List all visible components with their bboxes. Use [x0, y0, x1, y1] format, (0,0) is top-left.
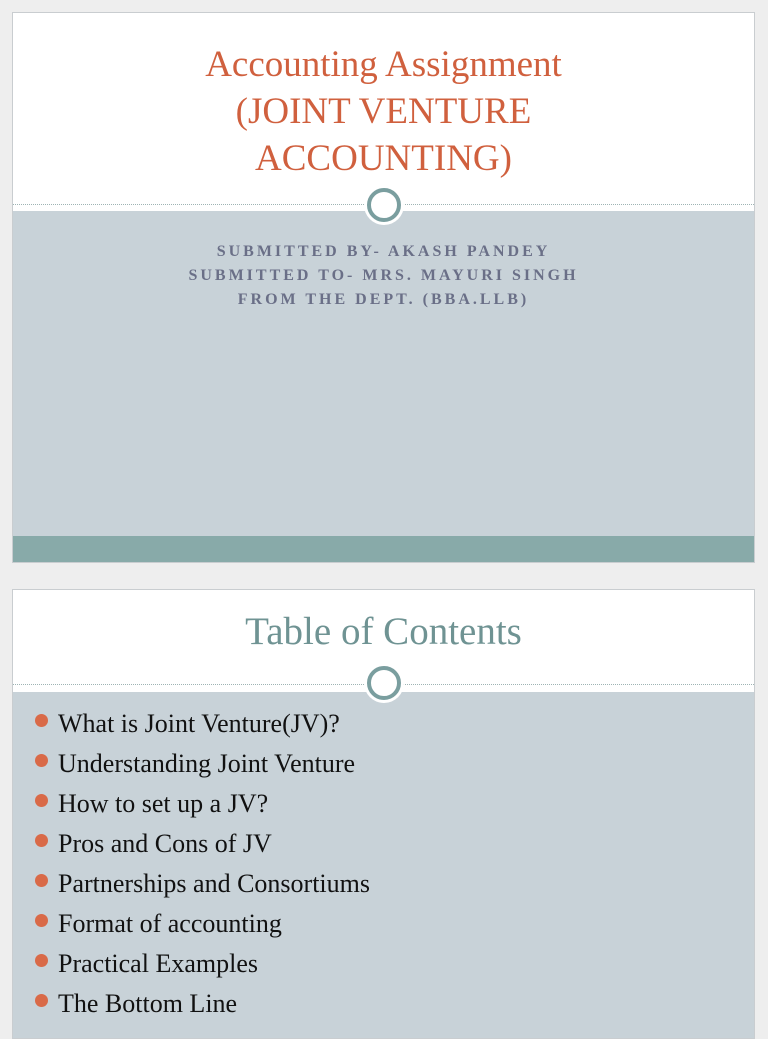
ring-ornament-icon [367, 666, 401, 700]
toc-list [35, 704, 370, 1024]
title-line: (JOINT VENTURE [235, 91, 532, 132]
toc-item-label: Format of accounting [58, 909, 282, 938]
slide-title-heading: Table of Contents [245, 610, 522, 653]
bullet-dot-icon [35, 714, 48, 727]
subtitle-line: SUBMITTED TO- MRS. MAYURI SINGH [188, 267, 579, 284]
subtitle-block [13, 240, 754, 312]
toc-item [35, 944, 370, 984]
toc-item-label: Practical Examples [58, 949, 258, 978]
slide-title [12, 12, 755, 563]
slide-table-of-contents [12, 589, 755, 1039]
bullet-dot-icon [35, 754, 48, 767]
title-line: Accounting Assignment [205, 44, 562, 85]
toc-item-label: Understanding Joint Venture [58, 749, 356, 778]
toc-item [35, 784, 370, 824]
slide-title-heading [13, 41, 754, 182]
toc-item-label: Pros and Cons of JV [58, 829, 272, 858]
title-line: ACCOUNTING) [255, 138, 512, 179]
toc-item [35, 904, 370, 944]
subtitle-line: SUBMITTED BY- AKASH PANDEY [216, 243, 551, 260]
toc-item [35, 864, 370, 904]
bullet-dot-icon [35, 994, 48, 1007]
toc-item [35, 744, 370, 784]
toc-item [35, 704, 370, 744]
bullet-dot-icon [35, 834, 48, 847]
bullet-dot-icon [35, 954, 48, 967]
title-area [13, 13, 754, 204]
toc-item-label: What is Joint Venture(JV)? [58, 709, 340, 738]
toc-item-label: The Bottom Line [58, 989, 238, 1018]
toc-item [35, 984, 370, 1024]
bullet-dot-icon [35, 794, 48, 807]
ring-ornament-icon [367, 188, 401, 222]
bullet-dot-icon [35, 914, 48, 927]
subtitle-line: FROM THE DEPT. (BBA.LLB) [237, 291, 530, 308]
toc-item [35, 824, 370, 864]
bullet-dot-icon [35, 874, 48, 887]
toc-item-label: How to set up a JV? [58, 789, 269, 818]
toc-item-label: Partnerships and Consortiums [58, 869, 370, 898]
footer-band [13, 536, 754, 562]
